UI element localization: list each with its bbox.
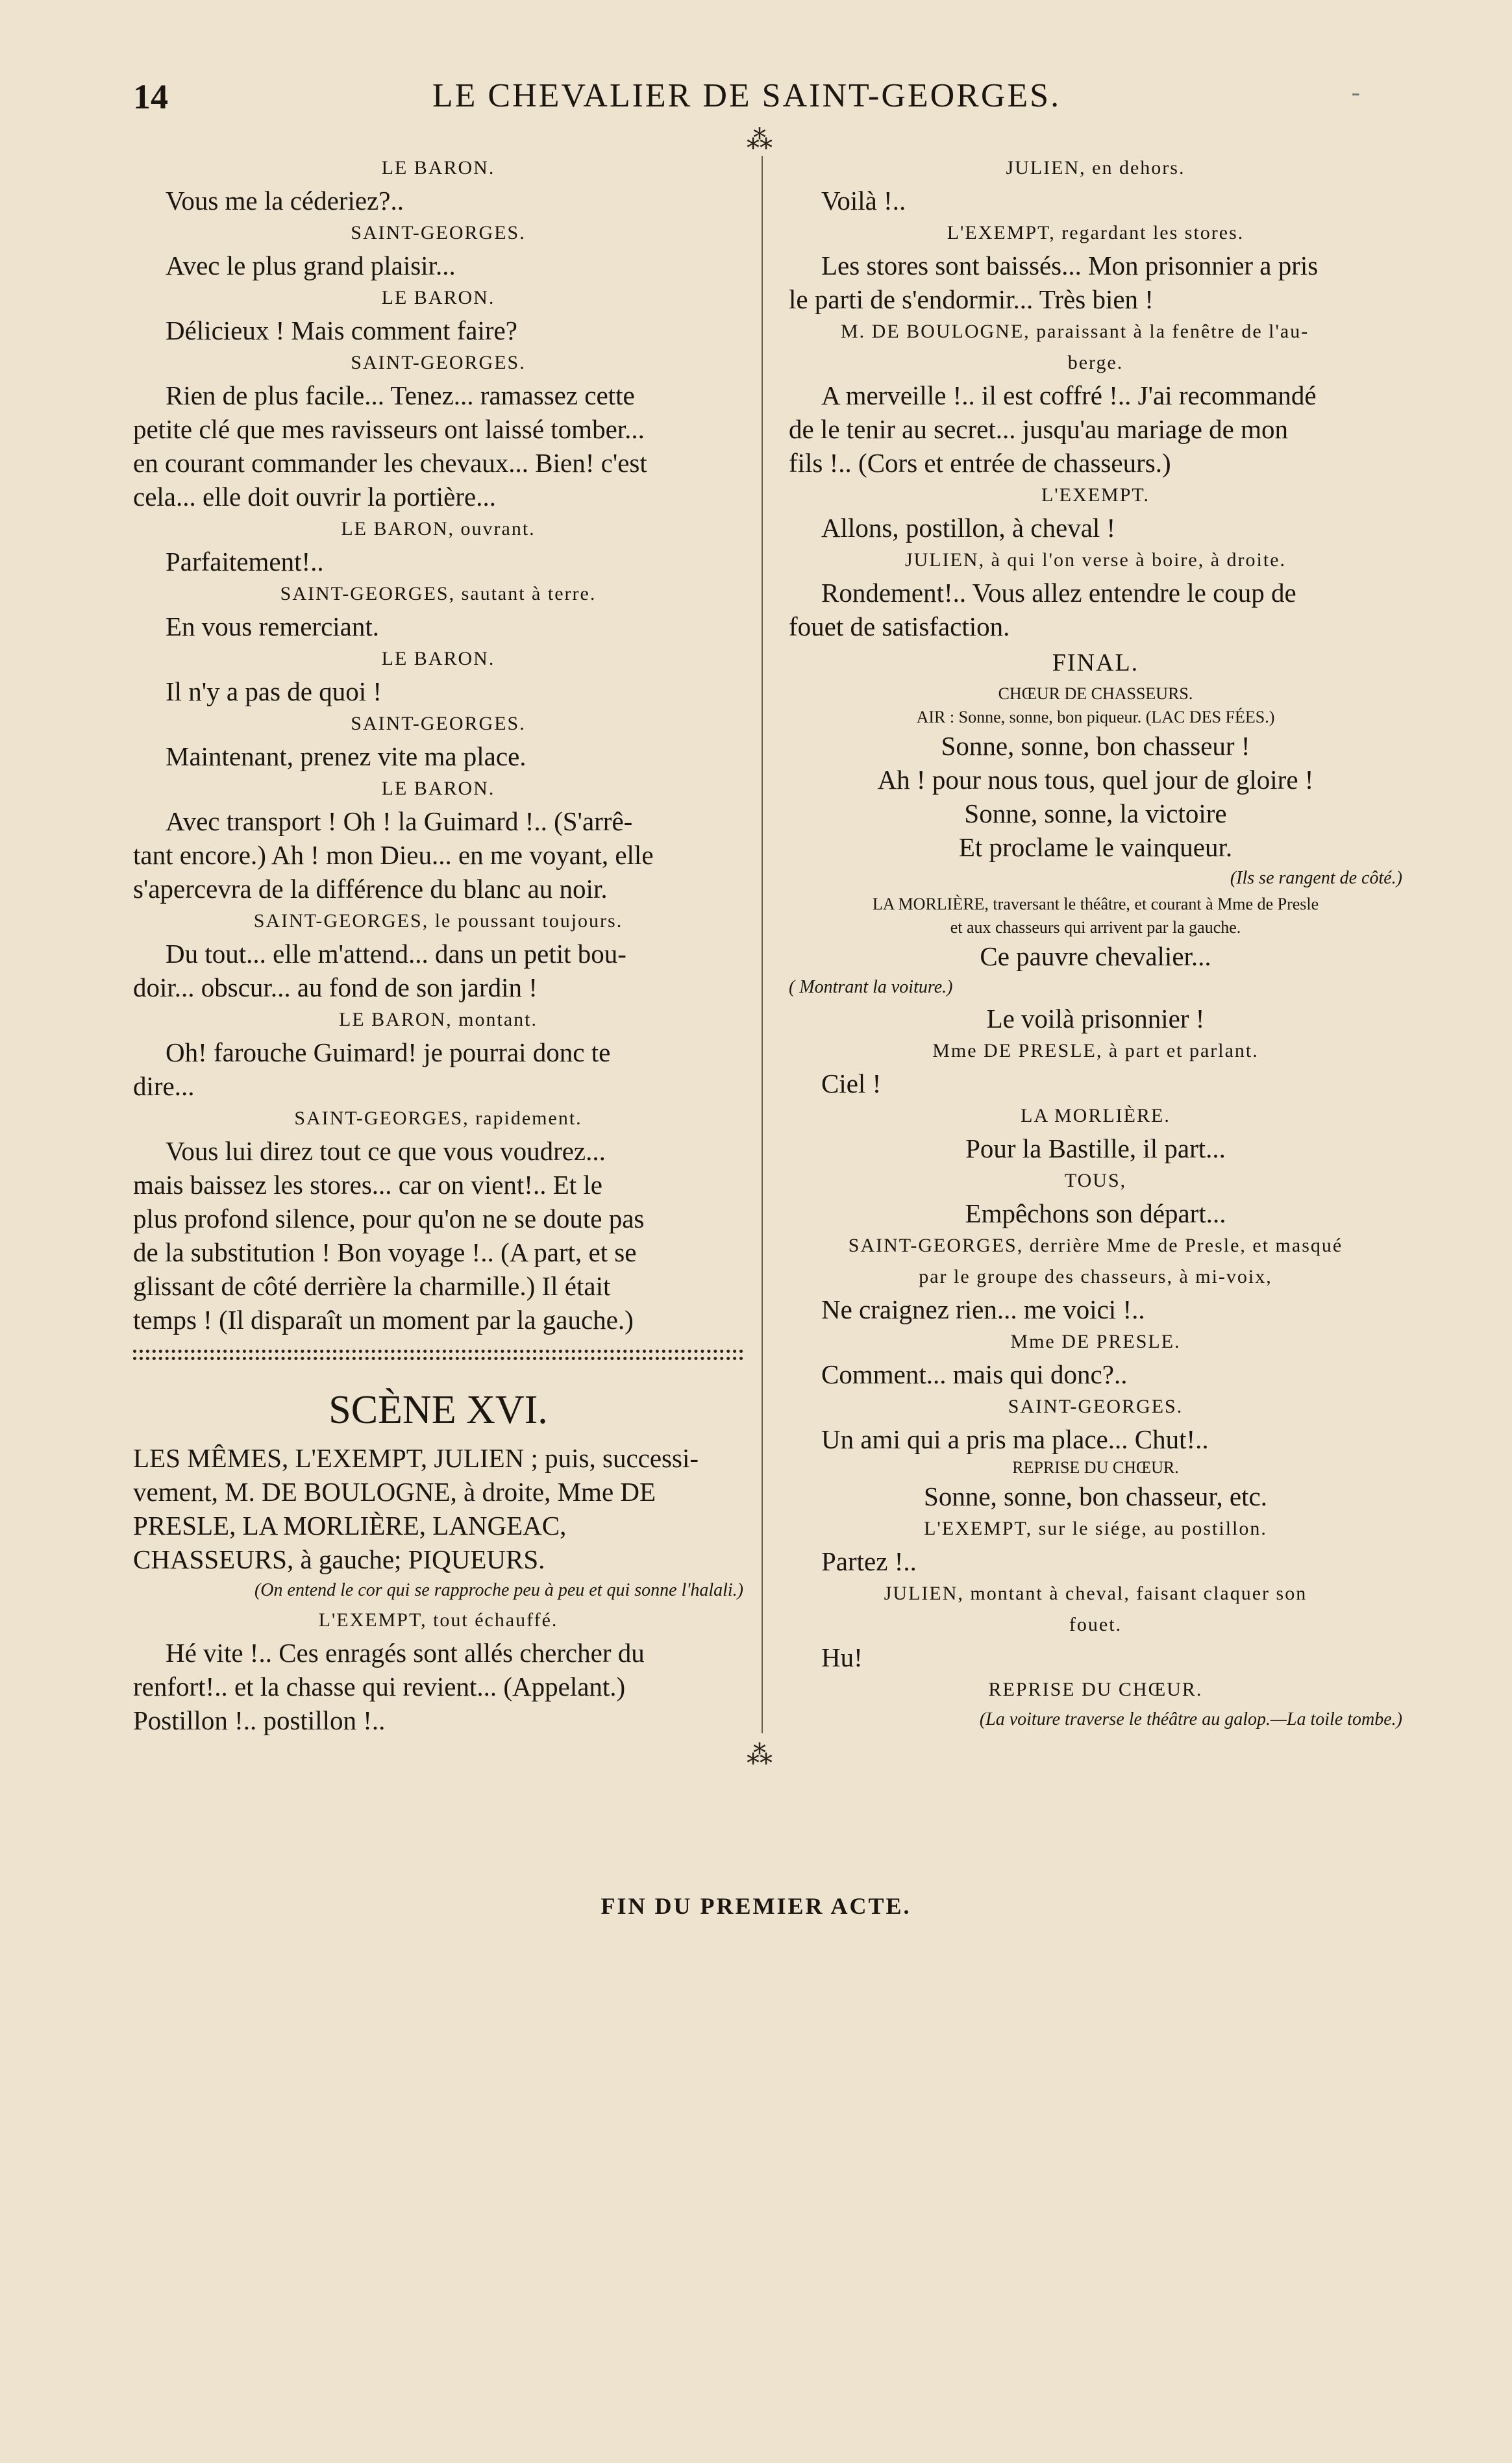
speaker-name: L'EXEMPT, tout échauffé. <box>318 1609 558 1631</box>
dialogue-line: Ne craignez rien... me voici !.. <box>821 1294 1145 1324</box>
speaker-name: berge. <box>1067 352 1124 373</box>
dialogue-line: Vous me la céderiez?.. <box>166 186 404 216</box>
speaker-name: Mme DE PRESLE, à part et parlant. <box>932 1040 1259 1061</box>
stage-direction: (Ils se rangent de côté.) <box>1230 868 1402 888</box>
speaker-name: SAINT-GEORGES. <box>1008 1396 1184 1417</box>
speaker-name: LE BARON, montant. <box>339 1009 538 1030</box>
dialogue-line: dire... <box>133 1071 195 1101</box>
left-column <box>133 153 743 1737</box>
speaker-name: L'EXEMPT, sur le siége, au postillon. <box>924 1518 1267 1539</box>
dialogue-line: A merveille !.. il est coffré !.. J'ai recommandé <box>821 380 1317 410</box>
dialogue-line: Allons, postillon, à cheval ! <box>821 513 1116 543</box>
dialogue-line: s'apercevra de la différence du blanc au noir. <box>133 874 608 904</box>
speaker-name: L'EXEMPT, regardant les stores. <box>947 222 1245 243</box>
dialogue-line: Postillon !.. postillon !.. <box>133 1705 386 1735</box>
speaker-name: fouet. <box>1069 1614 1122 1635</box>
dialogue-line: Hé vite !.. Ces enragés sont allés chercher du <box>166 1638 645 1668</box>
running-title: LE CHEVALIER DE SAINT-GEORGES. <box>432 77 1061 114</box>
speaker-name: SAINT-GEORGES, rapidement. <box>294 1108 582 1129</box>
column-rule <box>762 156 763 1733</box>
dialogue-line: PRESLE, LA MORLIÈRE, LANGEAC, <box>133 1511 567 1541</box>
verse-line: Empêchons son départ... <box>965 1198 1226 1228</box>
verse-line: Ce pauvre chevalier... <box>980 941 1211 971</box>
speaker-name: TOUS, <box>1064 1170 1127 1191</box>
final-heading: FINAL. <box>1052 649 1139 676</box>
verse-line: Pour la Bastille, il part... <box>965 1133 1226 1163</box>
dialogue-line: glissant de côté derrière la charmille.) Il était <box>133 1271 611 1301</box>
chorus-label: REPRISE DU CHŒUR. <box>1012 1458 1179 1477</box>
page-header <box>133 77 1360 122</box>
dialogue-line: LES MÊMES, L'EXEMPT, JULIEN ; puis, successi- <box>133 1443 699 1473</box>
dialogue-line: Délicieux ! Mais comment faire? <box>166 316 517 345</box>
dialogue-line: Oh! farouche Guimard! je pourrai donc te <box>166 1037 611 1067</box>
top-ornament: ⁂ <box>747 125 773 155</box>
speaker-name: LE BARON. <box>381 778 495 799</box>
stage-direction: ( Montrant la voiture.) <box>789 977 953 997</box>
stage-direction: (On entend le cor qui se rapproche peu à peu et qui sonne l'halali.) <box>254 1580 743 1600</box>
speaker-name: LE BARON. <box>381 648 495 669</box>
header-dash: - <box>1351 77 1360 106</box>
verse-line: Le voilà prisonnier ! <box>986 1004 1205 1033</box>
speaker-name: SAINT-GEORGES, derrière Mme de Presle, et masqué <box>848 1235 1343 1256</box>
dialogue-line: Vous lui direz tout ce que vous voudrez... <box>166 1136 606 1166</box>
speaker-name: REPRISE DU CHŒUR. <box>988 1679 1203 1700</box>
dialogue-line: Parfaitement!.. <box>166 547 324 576</box>
dialogue-line: Maintenant, prenez vite ma place. <box>166 741 527 771</box>
dialogue-line: Il n'y a pas de quoi ! <box>166 676 382 706</box>
speaker-name: LE BARON. <box>381 287 495 308</box>
dialogue-line: fouet de satisfaction. <box>789 612 1010 641</box>
chorus-label: LA MORLIÈRE, traversant le théâtre, et courant à Mme de Presle <box>872 895 1319 913</box>
speaker-name: LE BARON. <box>381 157 495 179</box>
dialogue-line: Rondement!.. Vous allez entendre le coup de <box>821 578 1296 608</box>
chorus-label: CHŒUR DE CHASSEURS. <box>998 684 1193 703</box>
verse-line: Sonne, sonne, bon chasseur, etc. <box>924 1481 1267 1511</box>
dialogue-line: Rien de plus facile... Tenez... ramassez cette <box>166 380 635 410</box>
dialogue-line: CHASSEURS, à gauche; PIQUEURS. <box>133 1544 545 1574</box>
dialogue-line: mais baissez les stores... car on vient!.. Et le <box>133 1170 602 1200</box>
dialogue-line: Hu! <box>821 1642 863 1672</box>
speaker-name: M. DE BOULOGNE, paraissant à la fenêtre de l'au- <box>841 321 1309 342</box>
dialogue-line: fils !.. (Cors et entrée de chasseurs.) <box>789 448 1171 478</box>
verse-line: Ah ! pour nous tous, quel jour de gloire ! <box>877 765 1314 795</box>
speaker-name: SAINT-GEORGES, le poussant toujours. <box>253 910 623 932</box>
verse-line: Sonne, sonne, la victoire <box>964 798 1227 828</box>
page-number: 14 <box>133 77 168 116</box>
dialogue-line: Voilà !.. <box>821 186 906 216</box>
verse-line: Sonne, sonne, bon chasseur ! <box>941 731 1250 761</box>
dialogue-line: Partez !.. <box>821 1546 917 1576</box>
dialogue-line: Avec le plus grand plaisir... <box>166 251 456 280</box>
dialogue-line: Ciel ! <box>821 1069 882 1098</box>
dialogue-line: renfort!.. et la chasse qui revient... (Appelant.) <box>133 1672 626 1702</box>
speaker-name: LE BARON, ouvrant. <box>341 518 536 539</box>
dialogue-line: en courant commander les chevaux... Bien! c'est <box>133 448 647 478</box>
dialogue-line: de le tenir au secret... jusqu'au mariage de mon <box>789 414 1289 444</box>
dialogue-line: En vous remerciant. <box>166 612 380 641</box>
chorus-label: et aux chasseurs qui arrivent par la gauche. <box>950 918 1241 937</box>
dialogue-line: cela... elle doit ouvrir la portière... <box>133 482 496 512</box>
dialogue-line: Un ami qui a pris ma place... Chut!.. <box>821 1424 1209 1454</box>
speaker-name: SAINT-GEORGES. <box>351 352 526 373</box>
dialogue-line: Les stores sont baissés... Mon prisonnier a pris <box>821 251 1319 280</box>
end-of-act: FIN DU PREMIER ACTE. <box>601 1893 911 1919</box>
dialogue-line: petite clé que mes ravisseurs ont laissé tomber... <box>133 414 645 444</box>
chorus-label: AIR : Sonne, sonne, bon piqueur. (LAC DES FÉES.) <box>916 708 1275 726</box>
right-column <box>789 153 1402 1734</box>
verse-line: Et proclame le vainqueur. <box>958 832 1233 862</box>
speaker-name: LA MORLIÈRE. <box>1021 1105 1171 1126</box>
dialogue-line: le parti de s'endormir... Très bien ! <box>789 284 1154 314</box>
dialogue-line: doir... obscur... au fond de son jardin ! <box>133 972 538 1002</box>
dialogue-line: tant encore.) Ah ! mon Dieu... en me voyant, elle <box>133 840 654 870</box>
scene-heading: SCÈNE XVI. <box>328 1388 548 1432</box>
speaker-name: SAINT-GEORGES. <box>351 222 526 243</box>
speaker-name: par le groupe des chasseurs, à mi-voix, <box>919 1266 1272 1287</box>
speaker-name: JULIEN, montant à cheval, faisant claquer son <box>884 1583 1308 1604</box>
dialogue-line: vement, M. DE BOULOGNE, à droite, Mme DE <box>133 1477 656 1507</box>
bottom-ornament: ⁂ <box>747 1740 773 1770</box>
speaker-name: Mme DE PRESLE. <box>1010 1331 1181 1352</box>
dialogue-line: Du tout... elle m'attend... dans un petit bou- <box>166 939 626 969</box>
dialogue-line: Avec transport ! Oh ! la Guimard !.. (S'arrê- <box>166 806 633 836</box>
stage-direction: (La voiture traverse le théâtre au galop.—La toile tombe.) <box>979 1709 1402 1729</box>
speaker-name: L'EXEMPT. <box>1041 484 1150 506</box>
dialogue-line: Comment... mais qui donc?.. <box>821 1359 1128 1389</box>
dialogue-line: de la substitution ! Bon voyage !.. (A part, et se <box>133 1237 637 1267</box>
dialogue-line: temps ! (Il disparaît un moment par la gauche.) <box>133 1305 634 1335</box>
speaker-name: JULIEN, à qui l'on verse à boire, à droite. <box>904 549 1287 571</box>
speaker-name: SAINT-GEORGES, sautant à terre. <box>280 583 597 604</box>
speaker-name: JULIEN, en dehors. <box>1006 157 1185 179</box>
dialogue-line: plus profond silence, pour qu'on ne se doute pas <box>133 1204 645 1233</box>
speaker-name: SAINT-GEORGES. <box>351 713 526 734</box>
section-divider <box>133 1350 743 1360</box>
